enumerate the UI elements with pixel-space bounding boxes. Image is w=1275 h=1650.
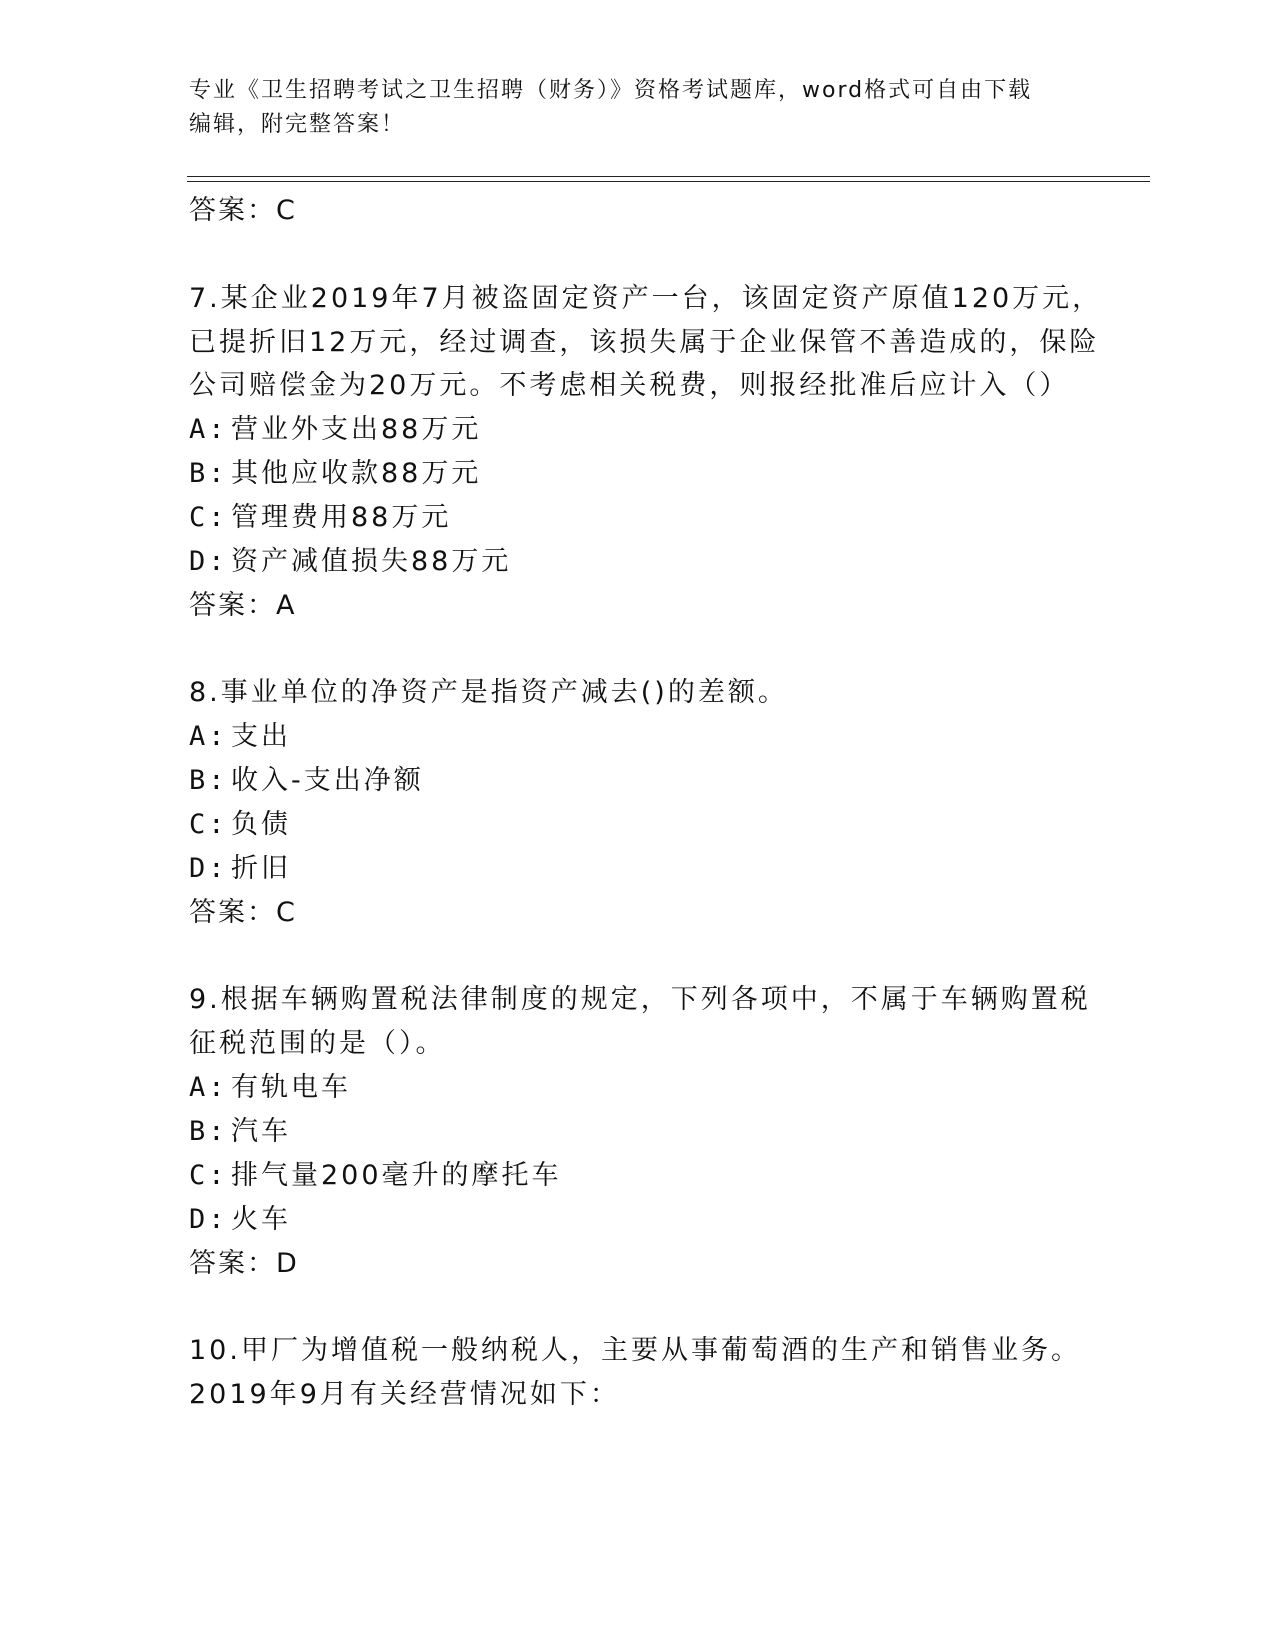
question-9-option-c [189, 1153, 562, 1192]
question-8-option-c [189, 802, 291, 841]
option-text: 其他应收款88万元 [231, 458, 482, 489]
question-7-answer: 答案：A [189, 590, 297, 621]
question-9-option-d [189, 1197, 291, 1236]
option-text: 有轨电车 [231, 1072, 351, 1103]
option-label: D: [189, 1204, 228, 1235]
option-text: 火车 [231, 1204, 291, 1235]
question-7-option-c [189, 495, 451, 534]
header-divider-bottom [187, 181, 1150, 182]
option-label: D: [189, 546, 228, 577]
previous-answer: 答案：C [189, 195, 297, 226]
question-7-line-3: 公司赔偿金为20万元。不考虑相关税费，则报经批准后应计入（） [189, 370, 1070, 401]
header-divider-top [187, 176, 1150, 177]
question-10-line-1: 10.甲厂为增值税一般纳税人，主要从事葡萄酒的生产和销售业务。 [189, 1335, 1081, 1366]
question-7-line-2: 已提折旧12万元，经过调查，该损失属于企业保管不善造成的，保险 [189, 327, 1100, 358]
option-label: C: [189, 502, 228, 533]
option-text: 资产减值损失88万元 [231, 546, 512, 577]
question-7-option-b [189, 451, 481, 490]
question-9-answer: 答案：D [189, 1248, 299, 1279]
question-9-line-1: 9.根据车辆购置税法律制度的规定，下列各项中，不属于车辆购置税 [189, 984, 1091, 1015]
option-label: A: [189, 1072, 228, 1103]
question-9-line-2: 征税范围的是（）。 [189, 1028, 446, 1059]
option-label: B: [189, 765, 228, 796]
option-text: 负债 [231, 809, 291, 840]
question-8-option-d [189, 846, 291, 885]
header-line-2: 编辑，附完整答案！ [189, 112, 406, 137]
option-label: A: [189, 721, 228, 752]
option-text: 折旧 [231, 853, 291, 884]
option-text: 管理费用88万元 [231, 502, 452, 533]
header-line-1: 专业《卫生招聘考试之卫生招聘（财务）》资格考试题库，word格式可自由下载 [189, 78, 1033, 103]
option-label: D: [189, 853, 228, 884]
option-text: 收入-支出净额 [231, 765, 424, 796]
question-8-line-1: 8.事业单位的净资产是指资产减去()的差额。 [189, 677, 788, 708]
question-10-line-2: 2019年9月有关经营情况如下： [189, 1379, 620, 1410]
option-text: 支出 [231, 721, 291, 752]
question-8-option-a [189, 714, 291, 753]
question-7-line-1: 7.某企业2019年7月被盗固定资产一台，该固定资产原值120万元， [189, 283, 1103, 314]
question-7-option-a [189, 407, 481, 446]
question-7-option-d [189, 539, 511, 578]
option-label: B: [189, 458, 228, 489]
question-9-option-b [189, 1109, 291, 1148]
option-label: A: [189, 414, 228, 445]
question-8-option-b [189, 758, 424, 797]
question-9-option-a [189, 1065, 351, 1104]
option-text: 排气量200毫升的摩托车 [231, 1160, 562, 1191]
option-text: 汽车 [231, 1116, 291, 1147]
option-label: C: [189, 809, 228, 840]
option-text: 营业外支出88万元 [231, 414, 482, 445]
document-header [189, 74, 1089, 142]
option-label: B: [189, 1116, 228, 1147]
question-8-answer: 答案：C [189, 897, 297, 928]
option-label: C: [189, 1160, 228, 1191]
